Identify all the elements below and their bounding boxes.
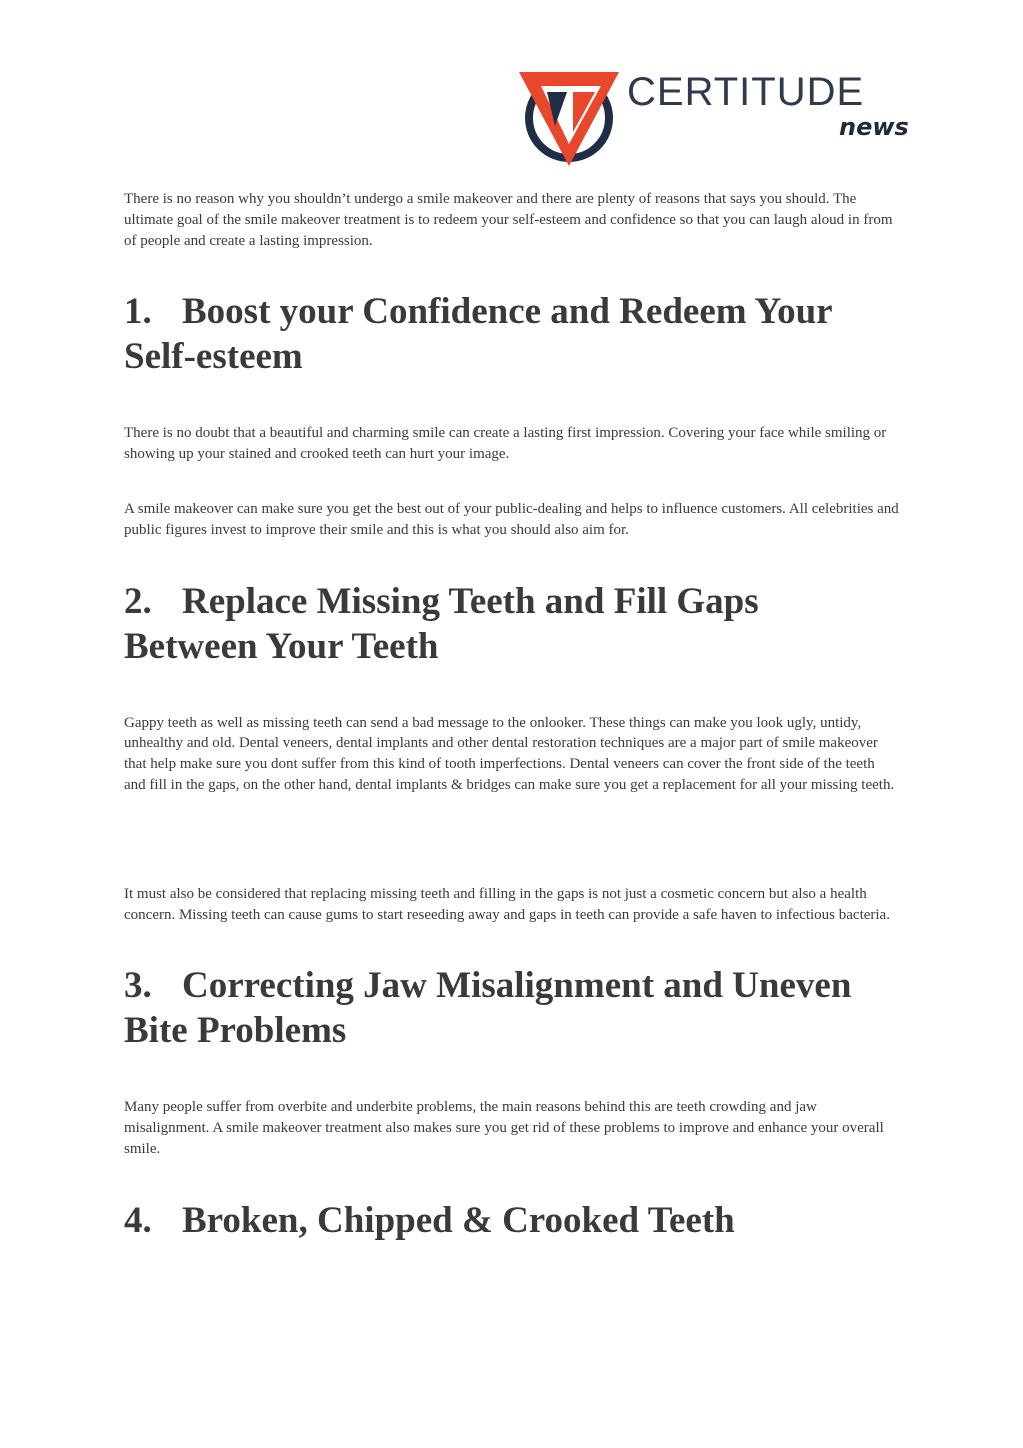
section-1-heading [124,289,900,379]
section-3-paragraph-1: Many people suffer from overbite and underbite problems, the main reasons behind this are teeth crowding and jaw misalignment. A smile makeover treatment also makes sure you get rid of these problems to improve and enhance your overall smile. [124,1099,884,1157]
section-4-number: 4. [124,1199,152,1241]
certitude-news-logo [517,66,907,170]
section-2-heading [124,579,900,669]
logo-brand-text: CERTITUDE [627,70,865,114]
document-body [124,189,900,1243]
section-4-heading [124,1198,900,1243]
section-3-number: 3. [124,965,152,1007]
section-3-heading [124,963,900,1053]
section-2-paragraph-2: It must also be considered that replacing missing teeth and filling in the gaps is not just a cosmetic concern but also a health concern. Missing teeth can cause gums to start reseeding away and gaps in teeth can provide a safe haven to infectious bacteria. [124,885,890,923]
section-4-title: Broken, Chipped & Crooked Teeth [182,1199,735,1241]
section-1-number: 1. [124,291,152,333]
section-1-paragraph-1: There is no doubt that a beautiful and charming smile can create a lasting first impression. Covering your face while smiling or showing up your stained and crooked teeth can hurt your image. [124,425,887,463]
section-3-title: Correcting Jaw Misalignment and Uneven Bite Problems [124,965,852,1052]
logo-sub-text: news [839,113,909,141]
intro-paragraph: There is no reason why you shouldn’t undergo a smile makeover and there are plenty of reasons that says you should. The ultimate goal of the smile makeover treatment is to redeem your self-esteem and confidence so that you can laugh aloud in from of people and create a lasting impression. [124,191,893,249]
section-2-paragraph-1: Gappy teeth as well as missing teeth can send a bad message to the onlooker. These things can make you look ugly, untidy, unhealthy and old. Dental veneers, dental implants and other dental restoration techniques are a major part of smile makeover that help make sure you dont suffer from this kind of tooth imperfections. Dental veneers can cover the front side of the teeth and fill in the gaps, on the other hand, dental implants & bridges can make sure you get a replacement for all your missing teeth. [124,714,895,793]
section-2-number: 2. [124,580,152,622]
certitude-logo-mark-icon [517,66,621,170]
section-1-paragraph-2: A smile makeover can make sure you get the best out of your public-dealing and helps to influence customers. All celebrities and public figures invest to improve their smile and this is what you should also aim for. [124,500,899,538]
section-1-title: Boost your Confidence and Redeem Your Self-esteem [124,291,832,378]
section-2-title: Replace Missing Teeth and Fill Gaps Between Your Teeth [124,580,759,667]
